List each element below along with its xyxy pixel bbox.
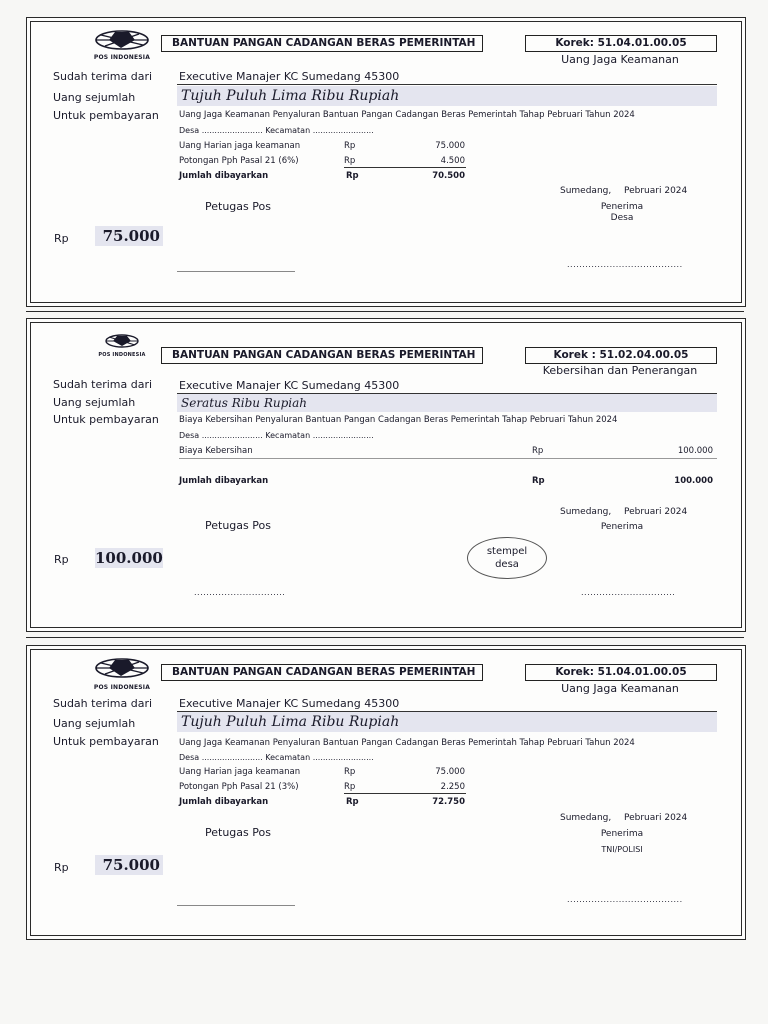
rp-label: Rp [54,553,69,566]
label-received-from: Sudah terima dari [53,70,153,83]
officer-label: Petugas Pos [205,826,271,839]
payer-name: Executive Manajer KC Sumedang 45300 [179,70,400,83]
page-divider [26,311,744,312]
korek-description: Kebersihan dan Penerangan [542,364,698,377]
page-divider [26,637,744,638]
row-label-total: Jumlah dibayarkan [179,797,269,807]
pos-eagle-icon [93,26,151,54]
date: Pebruari 2024 [624,813,688,823]
stamp-text: stempel [486,546,528,557]
label-purpose: Untuk pembayaran [53,413,159,426]
desa-kecamatan: Desa ........................ Kecamatan ........................ [179,753,374,762]
row-label: Uang Harian jaga keamanan [179,141,301,151]
officer-label: Petugas Pos [205,200,271,213]
logo-text: POS INDONESIA [93,684,151,691]
label-received-from: Sudah terima dari [53,378,153,391]
payment-purpose: Uang Jaga Keamanan Penyaluran Bantuan Pangan Cadangan Beras Pemerintah Tahap Pebruari Tahun 2024 [179,738,635,748]
row-value: 75.000 [435,767,465,777]
row-label: Uang Harian jaga keamanan [179,767,301,777]
korek-description: Uang Jaga Keamanan [561,682,679,695]
officer-signature-line [177,271,295,272]
receiver-sub: Desa [610,213,634,223]
total-amount: 75.000 [95,855,163,875]
date: Pebruari 2024 [624,186,688,196]
receiver-title: Penerima [600,202,644,212]
receiver-title: Penerima [600,829,644,839]
row-label: Biaya Kebersihan [179,446,253,456]
pos-indonesia-logo [87,327,157,365]
receipt-keamanan-tni-polisi [26,645,746,940]
row-value: 4.500 [440,156,465,166]
korek-code: Korek : 51.02.04.00.05 [525,347,717,364]
desa-kecamatan: Desa ........................ Kecamatan ........................ [179,126,374,135]
total-amount: 75.000 [95,226,163,246]
program-title: BANTUAN PANGAN CADANGAN BERAS PEMERINTAH [161,664,483,681]
receiver-sub: TNI/POLISI [601,845,643,854]
rp-label: Rp [54,232,69,245]
row-label: Potongan Pph Pasal 21 (3%) [179,782,299,792]
pos-eagle-icon [93,327,151,355]
row-value: 75.000 [435,141,465,151]
row-value: 2.250 [440,782,465,792]
row-value-total: 72.750 [432,797,465,807]
label-amount: Uang sejumlah [53,717,136,730]
row-value-total: 100.000 [674,476,713,486]
total-amount: 100.000 [95,549,163,567]
desa-kecamatan: Desa ........................ Kecamatan ........................ [179,431,374,440]
label-purpose: Untuk pembayaran [53,109,159,122]
amount-in-words: Tujuh Puluh Lima Ribu Rupiah [177,712,717,732]
officer-label: Petugas Pos [205,519,271,532]
village-stamp-placeholder [467,537,547,579]
place: Sumedang, [560,813,612,823]
date: Pebruari 2024 [624,507,688,517]
receiver-title: Penerima [600,522,644,532]
receiver-signature-line: ...................................... [567,895,683,904]
payment-purpose: Uang Jaga Keamanan Penyaluran Bantuan Pangan Cadangan Beras Pemerintah Tahap Pebruari Tahun 2024 [179,110,635,120]
program-title: BANTUAN PANGAN CADANGAN BERAS PEMERINTAH [161,35,483,52]
receipt-keamanan-desa [26,17,746,307]
row-label: Potongan Pph Pasal 21 (6%) [179,156,299,166]
stamp-text: desa [495,559,519,570]
pos-indonesia-logo [87,26,157,64]
label-amount: Uang sejumlah [53,91,136,104]
amount-in-words: Tujuh Puluh Lima Ribu Rupiah [177,86,717,106]
sum-underline [344,793,466,794]
row-currency: Rp [344,156,356,166]
korek-code: Korek: 51.04.01.00.05 [525,35,717,52]
sum-underline [344,167,466,168]
row-value-total: 70.500 [432,171,465,181]
row-currency: Rp [344,782,356,792]
place: Sumedang, [560,507,612,517]
korek-description: Uang Jaga Keamanan [561,53,679,66]
label-received-from: Sudah terima dari [53,697,153,710]
receipt-kebersihan [26,318,746,632]
place: Sumedang, [560,186,612,196]
payment-purpose: Biaya Kebersihan Penyaluran Bantuan Pangan Cadangan Beras Pemerintah Tahap Pebruari Tahun 2024 [179,415,618,425]
logo-text: POS INDONESIA [93,54,151,61]
label-amount: Uang sejumlah [53,396,136,409]
officer-signature-line: .............................. [194,588,286,597]
row-currency: Rp [346,797,359,807]
divider-line [177,84,717,85]
payer-name: Executive Manajer KC Sumedang 45300 [179,697,400,710]
pos-eagle-icon [93,654,151,682]
row-value: 100.000 [677,446,713,456]
row-currency: Rp [344,767,356,777]
row-currency: Rp [346,171,359,181]
row-label-total: Jumlah dibayarkan [179,476,269,486]
rp-label: Rp [54,861,69,874]
row-label-total: Jumlah dibayarkan [179,171,269,181]
receiver-signature-line: ...................................... [567,260,683,269]
program-title: BANTUAN PANGAN CADANGAN BERAS PEMERINTAH [161,347,483,364]
row-currency: Rp [344,141,356,151]
label-purpose: Untuk pembayaran [53,735,159,748]
logo-text: POS INDONESIA [98,352,146,358]
pos-indonesia-logo [87,654,157,692]
officer-signature-line [177,905,295,906]
amount-in-words: Seratus Ribu Rupiah [177,394,717,412]
korek-code: Korek: 51.04.01.00.05 [525,664,717,681]
row-currency: Rp [532,446,544,456]
row-currency: Rp [532,476,545,486]
payer-name: Executive Manajer KC Sumedang 45300 [179,379,400,392]
row-underline [179,458,717,459]
receiver-signature-line: ............................... [581,588,676,597]
